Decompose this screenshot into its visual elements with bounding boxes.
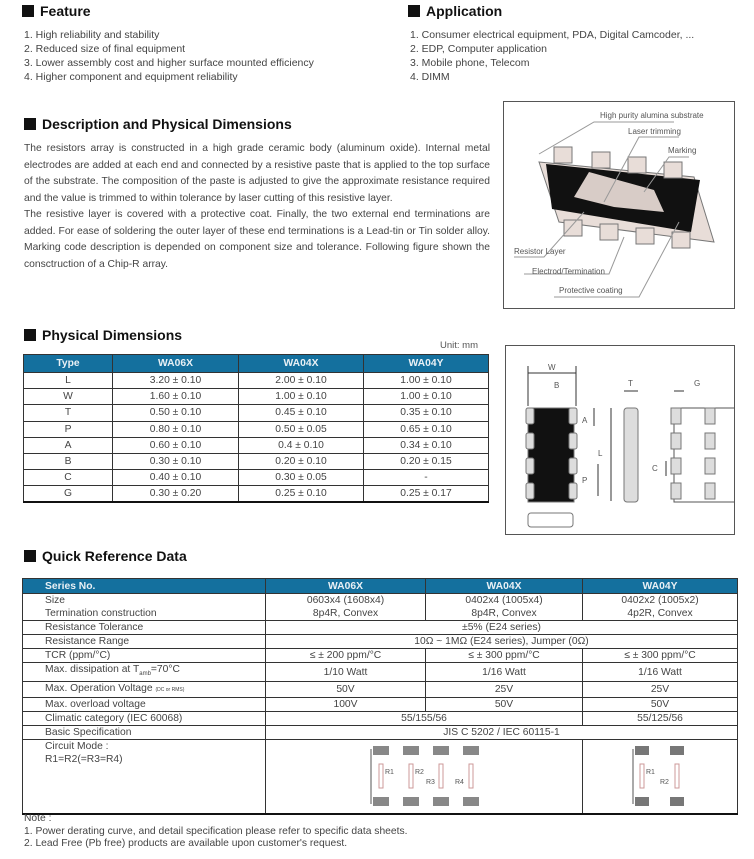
list-item: 4. Higher component and equipment reliability [24,71,238,83]
table-row [24,453,489,469]
cell: 0.40 ± 0.10 [113,470,239,486]
dim-label-p: P [582,476,588,485]
cell: 0.25 ± 0.10 [239,486,364,502]
cell: 55/125/56 [583,712,738,726]
cell: 0.45 ± 0.10 [239,405,364,421]
table-header-row [24,355,489,373]
label-electrode: Electrod/Termination [532,267,605,276]
cell: T [24,405,113,421]
cell: 1/16 Watt [583,663,738,682]
unit-label: Unit: mm [440,340,478,351]
dim-label-b: B [554,381,560,390]
column-header: WA06X [266,579,426,594]
cell: 0.20 ± 0.15 [364,453,489,469]
row-label [23,682,266,698]
construction-figure [503,101,735,309]
cell-text: 0402x4 (1005x4) [465,595,543,606]
list-item: 2. Reduced size of final equipment [24,43,186,55]
chip-array-illustration [504,102,734,308]
dim-label-l: L [598,449,603,458]
row-label: Basic Specification [23,726,266,740]
square-bullet-icon [22,5,34,17]
resistor-label: R4 [455,779,464,787]
description-paragraph: The resistors array is constructed in a high grade ceramic body (aluminum oxide). Internal metal electrodes are added at each end and connected by a resistive paste that is applied to the top surface of the substrate. The composition of the paste is adjusted to give the approximate resistance required and the value is trimmed to within tolerance by laser cutting of this resistive layer. [24,143,490,204]
cell-text: 8p4R, Convex [312,608,379,619]
square-bullet-icon [408,5,420,17]
resistor-label: R1 [646,769,655,777]
dim-label-t: T [628,379,633,388]
cell: 25V [426,682,583,698]
cell-text: 0402x2 (1005x2) [621,595,699,606]
cell: 0.30 ± 0.05 [239,470,364,486]
column-header: WA06X [113,355,239,373]
row-label: Max. overload voltage [23,698,266,712]
cell: 1/16 Watt [426,663,583,682]
resistor-label: R1 [385,769,394,777]
description-heading [24,116,292,132]
cell [583,594,738,621]
cell-text: 4p2R, Convex [627,608,693,619]
dimension-drawing [505,345,735,535]
cell: ±5% (E24 series) [266,621,738,635]
resistor-label: R2 [415,769,424,777]
feature-heading [22,3,91,19]
cell: 3.20 ± 0.10 [113,373,239,389]
column-header: Series No. [23,579,266,594]
list-item: 3. Mobile phone, Telecom [410,57,530,69]
row-label [23,740,266,814]
table-row [24,421,489,437]
cell: C [24,470,113,486]
cell: 0.20 ± 0.10 [239,453,364,469]
feature-title: Feature [40,3,91,19]
label-small: (DC or RMS) [155,687,185,694]
cell: 0.80 ± 0.10 [113,421,239,437]
row-label [23,663,266,682]
cell: P [24,421,113,437]
table-row [24,437,489,453]
row-label: Climatic category (IEC 60068) [23,712,266,726]
table-row [23,712,738,726]
description-title: Description and Physical Dimensions [42,116,292,132]
cell: 1/10 Watt [266,663,426,682]
resistor-label: R2 [660,779,669,787]
label-protective-coating: Protective coating [559,286,623,295]
cell: G [24,486,113,502]
cell: 50V [583,698,738,712]
quick-reference-heading [24,548,187,564]
cell: A [24,437,113,453]
circuit-4r-diagram [368,744,480,808]
cell: 55/155/56 [266,712,583,726]
row-label [23,594,266,621]
physical-heading [24,327,182,343]
label-text: =70°C [150,664,180,675]
cell-text: 0603x4 (1608x4) [306,595,385,606]
cell: 25V [583,682,738,698]
cell: ≤ ± 300 ppm/°C [583,649,738,663]
cell-text: 8p4R, Convex [471,608,537,619]
table-row [24,405,489,421]
row-label: Resistance Range [23,635,266,649]
label-resistor-layer: Resistor Layer [514,247,566,256]
cell: ≤ ± 300 ppm/°C [426,649,583,663]
cell: 0.4 ± 0.10 [239,437,364,453]
column-header: WA04Y [364,355,489,373]
cell: 0.34 ± 0.10 [364,437,489,453]
table-row [23,594,738,621]
table-row [23,649,738,663]
row-label: Resistance Tolerance [23,621,266,635]
quick-reference-title: Quick Reference Data [42,548,187,564]
cell: 1.60 ± 0.10 [113,389,239,405]
list-item: 4. DIMM [410,71,450,83]
note-item: 2. Lead Free (Pb free) products are available upon customer's request. [24,838,348,849]
column-header: WA04Y [583,579,738,594]
label-text: Circuit Mode : [45,741,109,753]
cell: 0.65 ± 0.10 [364,421,489,437]
list-item: 1. High reliability and stability [24,29,160,41]
feature-list [24,28,314,84]
physical-dimensions-table [23,354,489,503]
square-bullet-icon [24,550,36,562]
cell: 0.50 ± 0.10 [113,405,239,421]
description-text [24,141,490,273]
size-label: Size [45,595,66,606]
table-row [23,740,738,814]
application-list [410,28,694,84]
cell: 2.00 ± 0.10 [239,373,364,389]
description-paragraph: The resistive layer is covered with a protective coat. Finally, the two external end terminations are added. For ease of soldering the outer layer of these end terminations is a Lead-tin or Tin solder alloy. Marking code description is depended on component size and tolerance. Following figure shown the consctruction of a Chip-R array. [24,209,490,270]
table-row [23,663,738,682]
list-item: 3. Lower assembly cost and higher surface mounted efficiency [24,57,314,69]
table-row [23,698,738,712]
label-substrate: High purity alumina substrate [600,111,704,120]
table-row [24,373,489,389]
note-item: 1. Power derating curve, and detail specification please refer to specific data sheets. [24,825,408,837]
list-item: 1. Consumer electrical equipment, PDA, Digital Camcoder, ... [410,29,695,41]
row-label: TCR (ppm/°C) [23,649,266,663]
cell: 0.30 ± 0.20 [113,486,239,502]
cell: 0.35 ± 0.10 [364,405,489,421]
cell: 100V [266,698,426,712]
table-header-row [23,579,738,594]
column-header: Type [24,355,113,373]
dim-label-c: C [652,464,658,473]
column-header: WA04X [426,579,583,594]
notes [24,813,408,851]
cell: W [24,389,113,405]
cell: B [24,453,113,469]
cell: 0.25 ± 0.17 [364,486,489,502]
dimension-diagram [506,346,734,534]
cell [266,594,426,621]
cell: 0.60 ± 0.10 [113,437,239,453]
square-bullet-icon [24,118,36,130]
physical-title: Physical Dimensions [42,327,183,343]
circuit-2r-diagram [630,744,690,808]
label-subscript: amb [139,671,151,678]
list-item: 2. EDP, Computer application [410,43,547,55]
table-row [23,726,738,740]
cell: ≤ ± 200 ppm/°C [266,649,426,663]
cell: 0.30 ± 0.10 [113,453,239,469]
cell [266,740,583,814]
note-heading: Note : [24,813,52,824]
cell: 1.00 ± 0.10 [239,389,364,405]
application-heading [408,3,502,19]
cell [583,740,738,814]
dim-label-w: W [548,363,556,372]
cell: 0.50 ± 0.05 [239,421,364,437]
dim-label-g: G [694,379,701,388]
cell: 50V [266,682,426,698]
square-bullet-icon [24,329,36,341]
cell: 50V [426,698,583,712]
table-row [23,635,738,649]
resistor-label: R3 [426,779,435,787]
quick-reference-table [22,578,738,815]
label-text: R1=R2(=R3=R4) [45,754,123,766]
table-row [24,389,489,405]
label-marking: Marking [668,146,697,155]
label-laser-trimming: Laser trimming [628,127,681,136]
application-title: Application [426,3,503,19]
cell [426,594,583,621]
table-row [24,486,489,502]
cell: 1.00 ± 0.10 [364,389,489,405]
dim-label-a: A [582,416,588,425]
cell: 1.00 ± 0.10 [364,373,489,389]
termination-label: Termination construction [45,608,157,619]
cell: 10Ω ~ 1MΩ (E24 series), Jumper (0Ω) [266,635,738,649]
label-text: Max. Operation Voltage [45,683,156,695]
cell: - [364,470,489,486]
table-row [23,621,738,635]
cell: JIS C 5202 / IEC 60115-1 [266,726,738,740]
cell: L [24,373,113,389]
table-row [24,470,489,486]
label-text: Max. dissipation at T [45,664,140,675]
table-row [23,682,738,698]
column-header: WA04X [239,355,364,373]
